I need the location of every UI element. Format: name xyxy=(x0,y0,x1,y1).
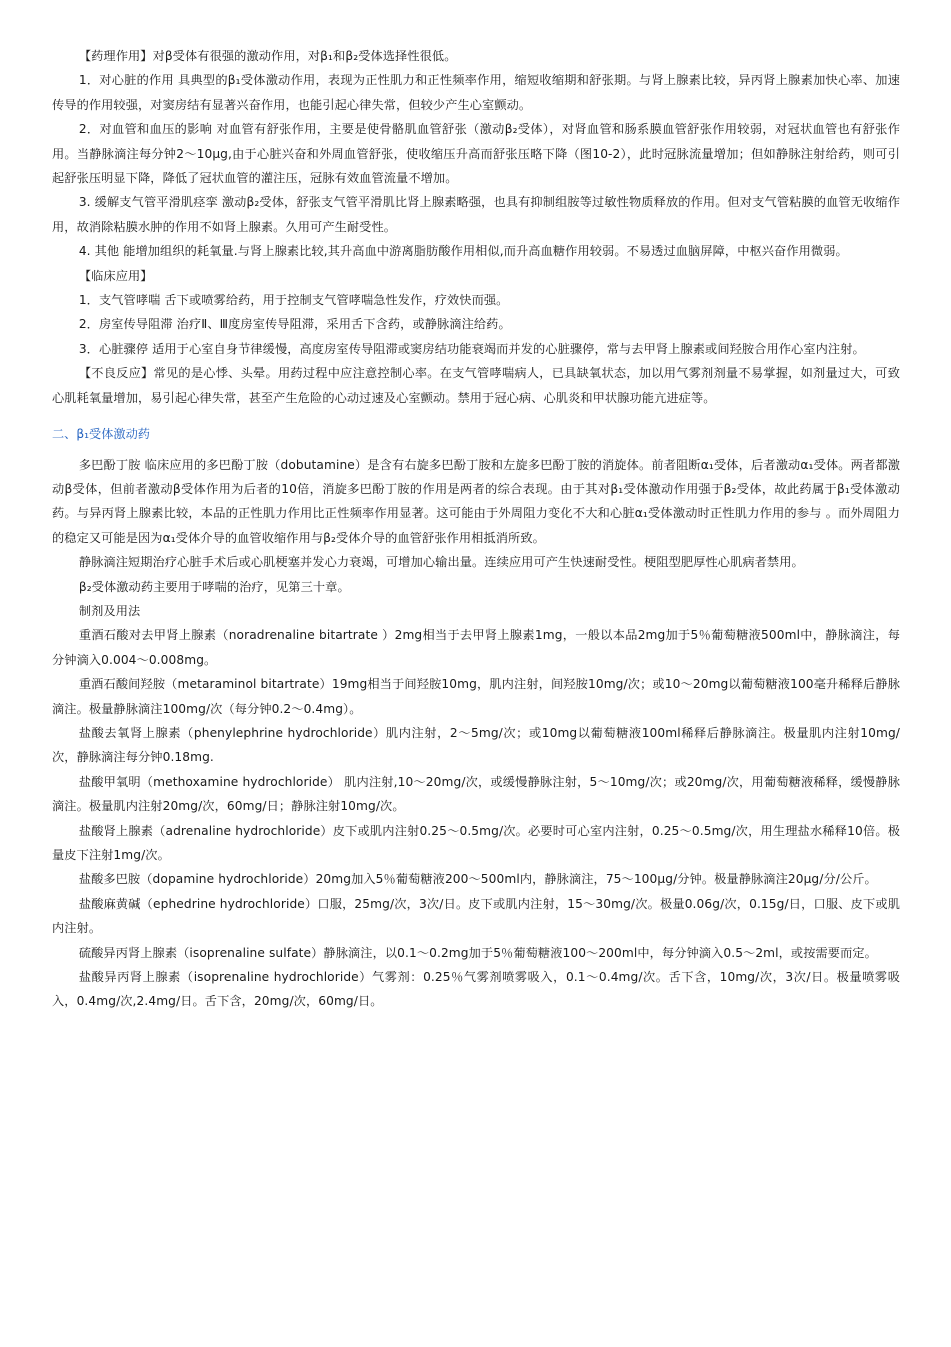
prep-methoxamine: 盐酸甲氧明（methoxamine hydrochloride） 肌内注射,10～20mg/次，或缓慢静脉注射，5～10mg/次；或20mg/次，用葡萄糖液稀释，缓慢静脉滴注。极量肌内注射20mg/次，60mg/日；静脉注射10mg/次。 xyxy=(52,774,900,814)
clinical-item-3: 3．心脏骤停 适用于心室自身节律缓慢，高度房室传导阻滞或窦房结功能衰竭而并发的心脏骤停，常与去甲肾上腺素或间羟胺合用作心室内注射。 xyxy=(78,341,865,356)
pharmacology-item-1: 1．对心脏的作用 具典型的β₁受体激动作用，表现为正性肌力和正性频率作用，缩短收缩期和舒张期。与肾上腺素比较，异丙肾上腺素加快心率、加速传导的作用较强，对窦房结有显著兴奋作用，也能引起心律失常，但较少产生心室颤动。 xyxy=(52,73,900,112)
pharmacology-intro xyxy=(52,44,900,68)
prep-dopamine: 盐酸多巴胺（dopamine hydrochloride）20mg加入5％葡萄糖液200～500ml内，静脉滴注，75～100μg/分钟。极量静脉滴注20μg/分/公斤。 xyxy=(78,872,877,887)
clinical-item-2: 2．房室传导阻滞 治疗Ⅱ、Ⅲ度房室传导阻滞，采用舌下含药，或静脉滴注给药。 xyxy=(78,317,511,332)
pharmacology-intro-text: 对β受体有很强的激动作用，对β₁和β₂受体选择性很低。 xyxy=(152,49,457,63)
adverse-reactions xyxy=(52,361,900,410)
preparations-heading: 制剂及用法 xyxy=(78,603,141,618)
clinical-item-1: 1．支气管哮喘 舌下或喷雾给药，用于控制支气管哮喘急性发作，疗效快而强。 xyxy=(78,293,509,308)
prep-isoprenaline-hydrochloride: 盐酸异丙肾上腺素（isoprenaline hydrochloride）气雾剂：0.25％气雾剂喷雾吸入，0.1～0.4mg/次。舌下含，10mg/次，3次/日。极量喷雾吸入，0.4mg/次,2.4mg/日。舌下含，20mg/次，60mg/日。 xyxy=(52,970,900,1009)
document-page xyxy=(52,44,900,1014)
adverse-label: 【不良反应】 xyxy=(78,366,154,381)
adverse-text: 常见的是心悸、头晕。用药过程中应注意控制心率。在支气管哮喘病人，已具缺氧状态，加以用气雾剂剂量不易掌握，如剂量过大，可致心肌耗氧量增加，易引起心律失常，甚至产生危险的心动过速及心室颤动。禁用于冠心病、心肌炎和甲状腺功能亢进症等。 xyxy=(52,366,900,405)
clinical-label: 【临床应用】 xyxy=(78,268,153,283)
pharmacology-item-4: 4. 其他 能增加组织的耗氧量.与肾上腺素比较,其升高血中游离脂肪酸作用相似,而升高血糖作用较弱。不易透过血脑屏障，中枢兴奋作用微弱。 xyxy=(78,244,848,259)
pharmacology-item-2: 2．对血管和血压的影响 对血管有舒张作用，主要是使骨骼肌血管舒张（激动β₂受体），对肾血管和肠系膜血管舒张作用较弱，对冠状血管也有舒张作用。当静脉滴注每分钟2～10μg,由于心脏兴奋和外周血管舒张，使收缩压升高而舒张压略下降（图10-2），此时冠脉流量增加；但如静脉注射给药，则可引起舒张压明显下降，降低了冠状血管的灌注压，冠脉有效血管流量不增加。 xyxy=(52,122,900,186)
dobutamine-usage-paragraph: 静脉滴注短期治疗心脏手术后或心肌梗塞并发心力衰竭，可增加心输出量。连续应用可产生快速耐受性。梗阻型肥厚性心肌病者禁用。 xyxy=(78,555,804,570)
beta2-note-paragraph: β₂受体激动药主要用于哮喘的治疗，见第三十章。 xyxy=(78,579,350,594)
prep-phenylephrine: 盐酸去氧肾上腺素（phenylephrine hydrochloride）肌内注射，2～5mg/次；或10mg以葡萄糖液100ml稀释后静脉滴注。极量肌内注射10mg/次，静脉滴注每分钟0.18mg. xyxy=(52,725,900,765)
pharmacology-item-3: 3. 缓解支气管平滑肌痉挛 激动β₂受体，舒张支气管平滑肌比肾上腺素略强，也具有抑制组胺等过敏性物质释放的作用。但对支气管粘膜的血管无收缩作用，故消除粘膜水肿的作用不如肾上腺素。久用可产生耐受性。 xyxy=(52,195,900,234)
pharmacology-label: 【药理作用】 xyxy=(78,49,153,63)
prep-noradrenaline: 重酒石酸对去甲肾上腺素（noradrenaline bitartrate ）2mg相当于去甲肾上腺素1mg，一般以本品2mg加于5％葡萄糖液500ml中，静脉滴注，每分钟滴入0.004～0.008mg。 xyxy=(52,628,900,667)
prep-ephedrine: 盐酸麻黄碱（ephedrine hydrochloride）口服，25mg/次，3次/日。皮下或肌内注射，15～30mg/次。极量0.06g/次，0.15g/日，口服、皮下或肌内注射。 xyxy=(52,896,900,936)
prep-metaraminol: 重酒石酸间羟胺（metaraminol bitartrate）19mg相当于间羟胺10mg，肌内注射，间羟胺10mg/次；或10～20mg以葡萄糖液100毫升稀释后静脉滴注。极量静脉滴注100mg/次（每分钟0.2～0.4mg）。 xyxy=(52,677,900,716)
dobutamine-paragraph: 多巴酚丁胺 临床应用的多巴酚丁胺（dobutamine）是含有右旋多巴酚丁胺和左旋多巴酚丁胺的消旋体。前者阻断α₁受体，后者激动α₁受体。两者都激动β受体，但前者激动β受体作用为后者的10倍，消旋多巴酚丁胺的作用是两者的综合表现。由于其对β₁受体激动作用强于β₂受体，故此药属于β₁受体激动药。与异丙肾上腺素比较，本品的正性肌力作用比正性频率作用显著。这可能由于外周阻力变化不大和心脏α₁受体激动时正性肌力作用的参与 。而外周阻力的稳定又可能是因为α₁受体介导的血管收缩作用与β₂受体介导的血管舒张作用相抵消所致。 xyxy=(52,457,900,545)
prep-adrenaline: 盐酸肾上腺素（adrenaline hydrochloride）皮下或肌内注射0.25～0.5mg/次。必要时可心室内注射，0.25～0.5mg/次，用生理盐水稀释10倍。极量皮下注射1mg/次。 xyxy=(52,823,900,862)
section-heading-beta1-agonists: 二、β₁受体激动药 xyxy=(52,427,150,442)
prep-isoprenaline-sulfate: 硫酸异丙肾上腺素（isoprenaline sulfate）静脉滴注，以0.1～0.2mg加于5％葡萄糖液100～200ml中，每分钟滴入0.5～2ml，或按需要而定。 xyxy=(78,945,877,960)
